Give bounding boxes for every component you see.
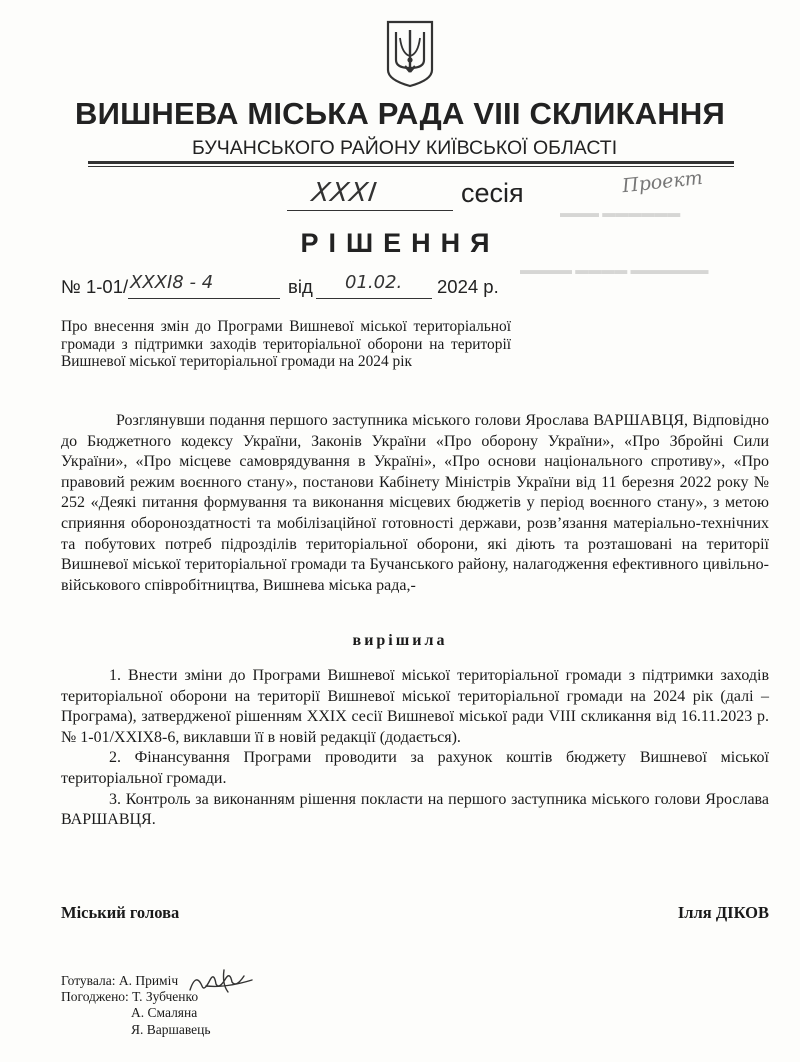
decision-item: 1. Внести зміни до Програми Вишневої міської територіальної громади з підтримки заходів територіальної оборони на території Вишневої міської територіальної громади на 2024 рік (далі – Програма), затвердженої рішенням XXIX сесії Вишневої міської ради VIII скликання від 16.11.2023 р. № 1-01/XXIX8-6, виклавши її в новій редакції (додається). xyxy=(61,667,769,746)
decision-item: 2. Фінансування Програми проводити за рахунок коштів бюджету Вишневої міської територіальної громади. xyxy=(61,749,769,787)
date-underline xyxy=(316,298,432,299)
date-prefix: від xyxy=(288,276,313,297)
coat-of-arms-icon xyxy=(386,20,434,88)
session-underline xyxy=(287,210,453,211)
date-handwritten: 01.02. xyxy=(345,272,403,293)
agreed-by-2: А. Смаляна xyxy=(131,1005,198,1021)
document-type: РІШЕННЯ xyxy=(300,228,500,258)
decision-subject: Про внесення змін до Програми Вишневої міської територіальної громади з підтримки заходів територіальної оборони на території Вишневої міської територіальної громади на 2024 рік xyxy=(61,318,511,371)
agreed-by: Погоджено: Т. Зубченко xyxy=(61,989,199,1005)
handwritten-signature xyxy=(186,966,256,998)
decision-item: 3. Контроль за виконанням рішення покласти на першого заступника міського голови Ярослава ВАРШАВЦЯ. xyxy=(61,790,769,829)
session-label: сесія xyxy=(461,178,524,208)
signatory-name: Ілля ДІКОВ xyxy=(677,903,769,922)
header-rule-thick xyxy=(88,161,734,164)
district-title: БУЧАНСЬКОГО РАЙОНУ КИЇВСЬКОЇ ОБЛАСТІ xyxy=(192,137,618,159)
date-year: 2024 р. xyxy=(437,276,499,297)
bleed-through-text: ▬▬▬ ▬▬▬▬▬▬ xyxy=(560,205,681,220)
decision-number-underline xyxy=(128,298,280,299)
decided-heading: вирішила xyxy=(352,632,448,649)
council-title: ВИШНЕВА МІСЬКА РАДА VIII СКЛИКАННЯ xyxy=(75,96,725,131)
draft-mark-handwritten: Проект xyxy=(621,166,704,198)
decision-number-handwritten: XXXI8 - 4 xyxy=(130,272,214,293)
decision-items xyxy=(61,666,769,831)
bleed-through-text: ▬▬▬▬ ▬▬▬▬ ▬▬▬▬▬▬ xyxy=(520,262,709,277)
header-rule-thin xyxy=(88,166,734,167)
prepared-by: Готувала: А. Приміч xyxy=(61,973,179,988)
signatory-position: Міський голова xyxy=(61,903,180,922)
preamble-paragraph: Розглянувши подання першого заступника міського голови Ярослава ВАРШАВЦЯ, Відповідно до Бюджетного кодексу України, Законів України «Про оборону України», «Про Збройні Сили України», «Про місцеве самоврядування в Україні», «Про основи національного спротиву», «Про правовий режим воєнного стану», постанови Кабінету Міністрів України від 11 березня 2022 року № 252 «Деякі питання формування та виконання місцевих бюджетів у період воєнного стану», з метою сприяння обороноздатності та мобілізаційної готовності держави, розв’язання матеріально-технічних та побутових потреб підрозділів територіальної оборони, які діють та розташовані на території Вишневої міської територіальної громади та Бучанського району, налагодження ефективного цивільно-військового співробітництва, Вишнева міська рада,- xyxy=(61,412,769,594)
agreed-by-3: Я. Варшавець xyxy=(131,1021,211,1037)
session-number-handwritten: XXXI xyxy=(309,178,380,208)
decision-number-prefix: № 1-01/ xyxy=(61,276,129,297)
